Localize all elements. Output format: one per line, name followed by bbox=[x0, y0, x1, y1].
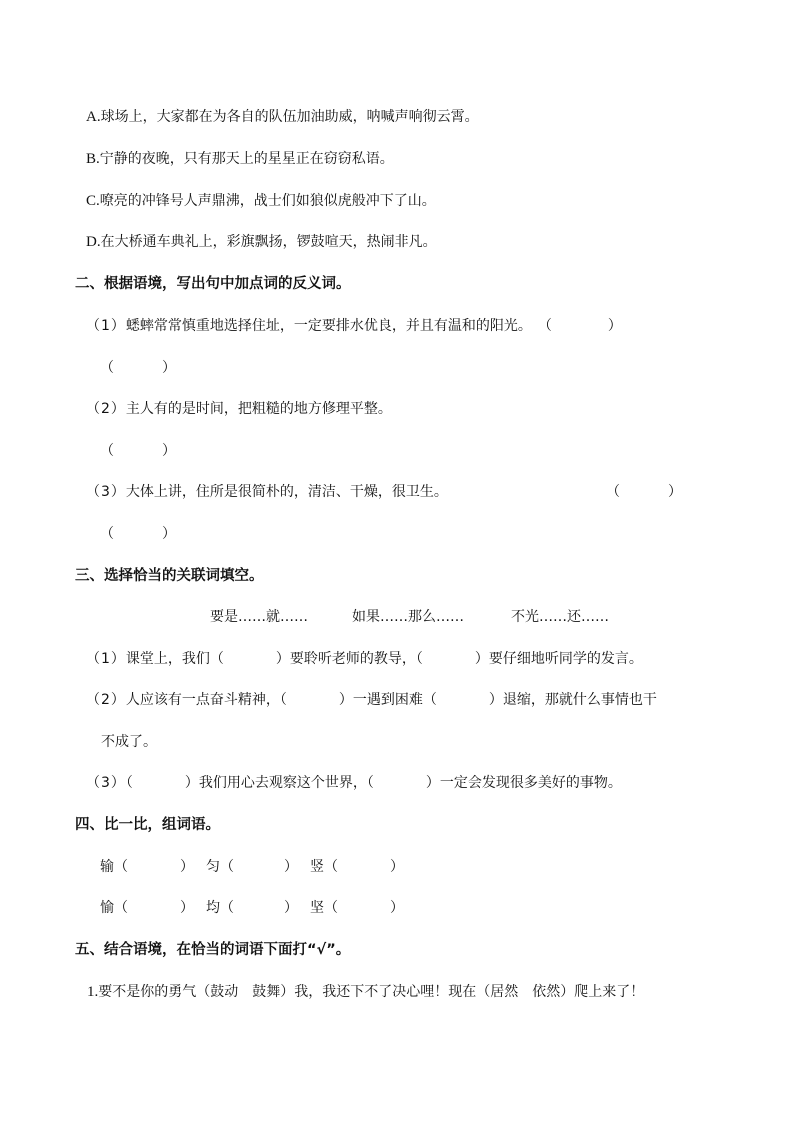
section-2-item-2-answer bbox=[100, 441, 176, 461]
option-text: 宁静的夜晚，只有那天上的星星正在窃窃私语。 bbox=[99, 151, 394, 167]
answer-paren-close: ） bbox=[668, 484, 682, 500]
item-number: （1） bbox=[86, 318, 126, 334]
option-label: B. bbox=[86, 151, 100, 167]
item-number: （2） bbox=[86, 401, 126, 417]
answer-paren-close: ） bbox=[162, 526, 176, 542]
item-number: （1） bbox=[86, 651, 126, 667]
item-number: （3） bbox=[86, 484, 126, 500]
option-d bbox=[86, 232, 437, 252]
option-label: C. bbox=[86, 193, 100, 209]
item-text-part: ）一定会发现很多美好的事物。 bbox=[425, 775, 622, 791]
connective-pair-3: 不光……还…… bbox=[511, 609, 609, 625]
answer-paren-open: （ bbox=[537, 318, 552, 334]
option-text: 嘹亮的冲锋号人声鼎沸，战士们如狼似虎般冲下了山。 bbox=[99, 193, 436, 209]
item-text-part: ）退缩，那就什么事情也干 bbox=[488, 692, 657, 708]
item-text: 蟋蟀常常慎重地选择住址，一定要排水优良，并且有温和的阳光。 bbox=[125, 318, 532, 334]
item-number: （2） bbox=[86, 692, 126, 708]
item-text: 主人有的是时间，把粗糙的地方修理平整。 bbox=[125, 401, 392, 417]
character: 均 bbox=[206, 900, 220, 916]
answer-paren-close: ） bbox=[607, 318, 622, 334]
option-a bbox=[86, 107, 479, 127]
section-3-item-1 bbox=[86, 649, 643, 669]
section-3-item-2-continuation: 不成了。 bbox=[101, 734, 157, 750]
item-text-part: ）一遇到困难（ bbox=[338, 692, 437, 708]
option-text: 在大桥通车典礼上，彩旗飘扬，锣鼓喧天，热闹非凡。 bbox=[100, 234, 437, 250]
character: 竖 bbox=[310, 859, 324, 875]
section-2-item-3 bbox=[86, 482, 448, 502]
section-2-item-2 bbox=[86, 399, 392, 419]
section-2-item-1 bbox=[86, 316, 622, 336]
section-5-item-1 bbox=[87, 982, 644, 1002]
item-text-part: ）要聆听老师的教导，（ bbox=[275, 651, 423, 667]
item-text-part: （ bbox=[125, 775, 133, 791]
section-2-item-3-answer bbox=[100, 524, 176, 544]
option-label: A. bbox=[86, 109, 101, 125]
answer-paren-close: ） bbox=[162, 443, 176, 459]
item-text: 大体上讲，住所是很简朴的，清洁、干燥，很卫生。 bbox=[125, 484, 448, 500]
item-text-part: 人应该有一点奋斗精神，（ bbox=[125, 692, 287, 708]
answer-paren-close: ） bbox=[162, 360, 176, 376]
connective-pair-1: 要是……就…… bbox=[210, 609, 308, 625]
section-5-heading: 五、结合语境，在恰当的词语下面打“√”。 bbox=[75, 942, 351, 958]
character: 匀 bbox=[206, 859, 220, 875]
section-2-heading: 二、根据语境，写出句中加点词的反义词。 bbox=[75, 276, 351, 292]
character: 愉 bbox=[100, 900, 114, 916]
character: 输 bbox=[100, 859, 114, 875]
item-text: 要不是你的勇气（鼓动 鼓舞）我，我还下不了决心哩！现在（居然 依然）爬上来了！ bbox=[98, 984, 645, 1000]
item-text-part: ）我们用心去观察这个世界，（ bbox=[184, 775, 374, 791]
answer-paren-open: （ bbox=[606, 484, 620, 500]
answer-paren-open: （ bbox=[100, 360, 114, 376]
option-text: 球场上，大家都在为各自的队伍加油助威，呐喊声响彻云霄。 bbox=[100, 109, 479, 125]
item-text-part: ）要仔细地听同学的发言。 bbox=[474, 651, 643, 667]
answer-paren-open: （ bbox=[100, 443, 114, 459]
answer-paren-open: （ bbox=[100, 526, 114, 542]
section-3-item-3 bbox=[86, 773, 622, 793]
option-label: D. bbox=[86, 234, 101, 250]
word-group-row-1: 输（ ） 匀（ ） 竖（ ） bbox=[100, 859, 404, 875]
section-2-item-3-answer-right bbox=[606, 482, 682, 502]
item-number: （3） bbox=[86, 775, 126, 791]
connective-pair-2: 如果……那么…… bbox=[352, 609, 464, 625]
section-2-item-1-answer bbox=[100, 358, 176, 378]
section-3-item-2 bbox=[86, 690, 657, 710]
item-text-part: 课堂上，我们（ bbox=[125, 651, 224, 667]
section-4-heading: 四、比一比，组词语。 bbox=[75, 817, 220, 833]
option-c bbox=[86, 191, 436, 211]
section-3-heading: 三、选择恰当的关联词填空。 bbox=[75, 568, 264, 584]
word-group-row-2: 愉（ ） 均（ ） 坚（ ） bbox=[100, 900, 404, 916]
character: 坚 bbox=[310, 900, 324, 916]
item-number: 1. bbox=[87, 984, 99, 1000]
option-b bbox=[86, 149, 394, 169]
